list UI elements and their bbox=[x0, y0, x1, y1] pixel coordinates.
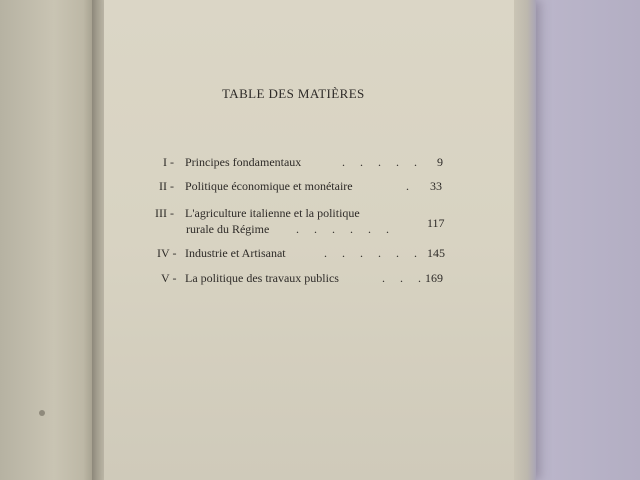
toc-entry-title: Principes fondamentaux bbox=[185, 155, 302, 169]
toc-title: TABLE DES MATIÈRES bbox=[222, 86, 365, 101]
left-book-page bbox=[0, 0, 98, 480]
toc-entry-leader: . . . . . bbox=[342, 155, 423, 169]
toc-entry-leader: . bbox=[406, 179, 415, 193]
toc-entry-page: 169 bbox=[425, 271, 443, 285]
toc-entry-leader: . . . . . . bbox=[324, 246, 423, 260]
toc-entry-title: L'agriculture italienne et la politique bbox=[185, 206, 360, 220]
toc-entry-page: 9 bbox=[437, 155, 443, 169]
page-edge-shadow bbox=[514, 0, 536, 480]
toc-entry-leader: . . . . . . bbox=[296, 222, 395, 236]
toc-entry-number: II - bbox=[159, 179, 174, 193]
toc-entry-page: 33 bbox=[430, 179, 442, 193]
toc-entry-page: 145 bbox=[427, 246, 445, 260]
toc-entry-number: IV - bbox=[157, 246, 177, 260]
toc-entry-title: La politique des travaux publics bbox=[185, 271, 339, 285]
toc-entry-page: 117 bbox=[427, 216, 445, 230]
toc-entry-leader: . . . bbox=[382, 271, 427, 285]
toc-entry-title-continued: rurale du Régime bbox=[186, 222, 270, 236]
page-spot bbox=[39, 410, 45, 416]
toc-entry-title: Politique économique et monétaire bbox=[185, 179, 353, 193]
right-book-page bbox=[104, 0, 534, 480]
toc-entry-number: V - bbox=[161, 271, 177, 285]
toc-entry-number: III - bbox=[155, 206, 174, 220]
toc-entry-number: I - bbox=[163, 155, 174, 169]
toc-entry-title: Industrie et Artisanat bbox=[185, 246, 286, 260]
